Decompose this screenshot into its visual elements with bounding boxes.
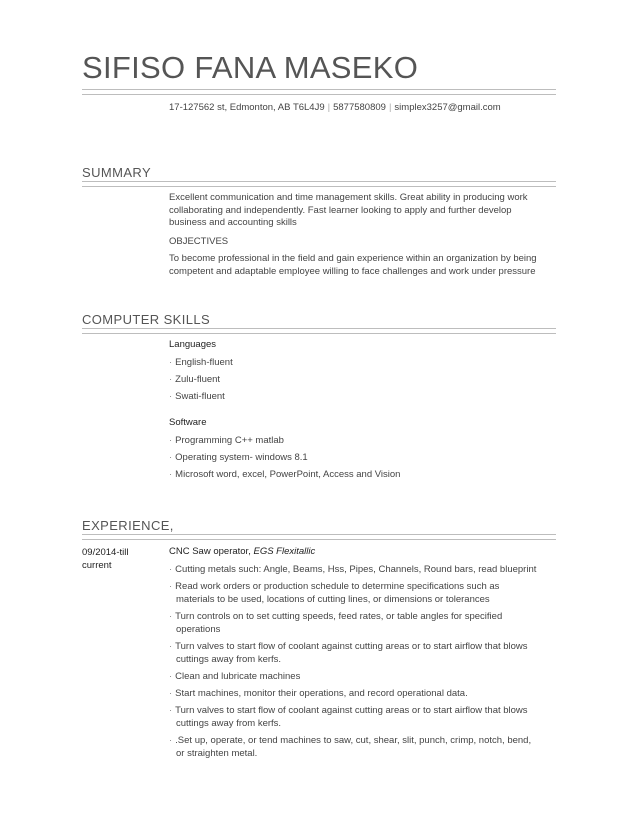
summary-text: Excellent communication and time management skills. Great ability in producing work collaborating and independently. Fast learner looking to apply and further develop business and accounting skills: [169, 192, 528, 228]
experience-rule: [82, 534, 556, 540]
applicant-name: SIFISO FANA MASEKO: [82, 50, 419, 85]
bullet-mark: ·: [169, 469, 173, 480]
job-date-from: 09/2014-till: [82, 547, 129, 558]
job-bullet: [169, 611, 539, 636]
contact-email[interactable]: simplex3257@gmail.com: [394, 102, 501, 113]
job-bullet: [169, 581, 539, 606]
job-bullet-text: .Set up, operate, or tend machines to saw, cut, shear, slit, punch, crimp, notch, bend, or straighten metal.: [175, 735, 532, 759]
language-text: Zulu-fluent: [175, 374, 221, 385]
job-title-line: [169, 546, 315, 557]
contact-separator: |: [388, 102, 392, 113]
bullet-mark: ·: [169, 671, 173, 682]
bullet-mark: ·: [169, 688, 173, 699]
bullet-mark: ·: [169, 564, 173, 575]
job-title: CNC Saw operator,: [169, 546, 251, 557]
job-bullet-text: Turn controls on to set cutting speeds, feed rates, or table angles for specified operations: [175, 611, 503, 635]
bullet-mark: ·: [169, 391, 173, 402]
job-bullet: [169, 671, 539, 684]
contact-separator: |: [327, 102, 331, 113]
bullet-mark: ·: [169, 452, 173, 463]
software-text: Programming C++ matlab: [175, 435, 284, 446]
header-rule: [82, 89, 556, 95]
objectives-text: To become professional in the field and gain experience within an organization by being competent and adaptable employee willing to face challenges and work under pressure: [169, 253, 537, 277]
bullet-mark: ·: [169, 357, 173, 368]
bullet-mark: ·: [169, 705, 173, 716]
job-bullet-text: Turn valves to start flow of coolant against cutting areas or to start airflow that blows cuttings away from kerfs.: [175, 641, 528, 665]
language-text: English-fluent: [175, 357, 233, 368]
skills-heading: COMPUTER SKILLS: [82, 312, 211, 327]
bullet-mark: ·: [169, 641, 173, 652]
skills-rule: [82, 328, 556, 334]
objectives-label: OBJECTIVES: [169, 236, 229, 247]
language-item: [169, 374, 220, 385]
employer-name: EGS Flexitallic: [253, 546, 316, 557]
experience-heading: EXPERIENCE,: [82, 518, 174, 533]
job-bullet-text: Read work orders or production schedule to determine specifications such as materials to be used, locations of cutting lines, or dimensions or tolerances: [175, 581, 500, 605]
languages-label: Languages: [169, 339, 217, 350]
software-item: [169, 435, 284, 446]
summary-heading: SUMMARY: [82, 165, 152, 180]
job-bullet: [169, 705, 539, 730]
summary-rule: [82, 181, 556, 187]
language-item: [169, 391, 225, 402]
software-item: [169, 469, 400, 480]
contact-phone: 5877580809: [333, 102, 386, 113]
contact-address: 17-127562 st, Edmonton, AB T6L4J9: [169, 102, 325, 113]
bullet-mark: ·: [169, 611, 173, 622]
job-bullet-text: Clean and lubricate machines: [175, 671, 301, 682]
contact-line: [169, 102, 501, 113]
job-bullet: [169, 564, 539, 577]
bullet-mark: ·: [169, 435, 173, 446]
job-bullet-text: Start machines, monitor their operations, and record operational data.: [175, 688, 468, 699]
software-label: Software: [169, 417, 207, 428]
job-bullet: [169, 735, 539, 760]
bullet-mark: ·: [169, 581, 173, 592]
job-dates: [82, 546, 152, 572]
job-date-to: current: [82, 560, 112, 571]
language-text: Swati-fluent: [175, 391, 225, 402]
bullet-mark: ·: [169, 374, 173, 385]
job-bullet: [169, 641, 539, 666]
language-item: [169, 357, 233, 368]
software-text: Microsoft word, excel, PowerPoint, Access and Vision: [175, 469, 401, 480]
software-item: [169, 452, 308, 463]
bullet-mark: ·: [169, 735, 173, 746]
job-bullet-text: Cutting metals such: Angle, Beams, Hss, Pipes, Channels, Round bars, read blueprint: [175, 564, 537, 575]
job-bullet-text: Turn valves to start flow of coolant against cutting areas or to start airflow that blows cuttings away from kerfs.: [175, 705, 528, 729]
job-bullet: [169, 688, 539, 701]
software-text: Operating system- windows 8.1: [175, 452, 308, 463]
